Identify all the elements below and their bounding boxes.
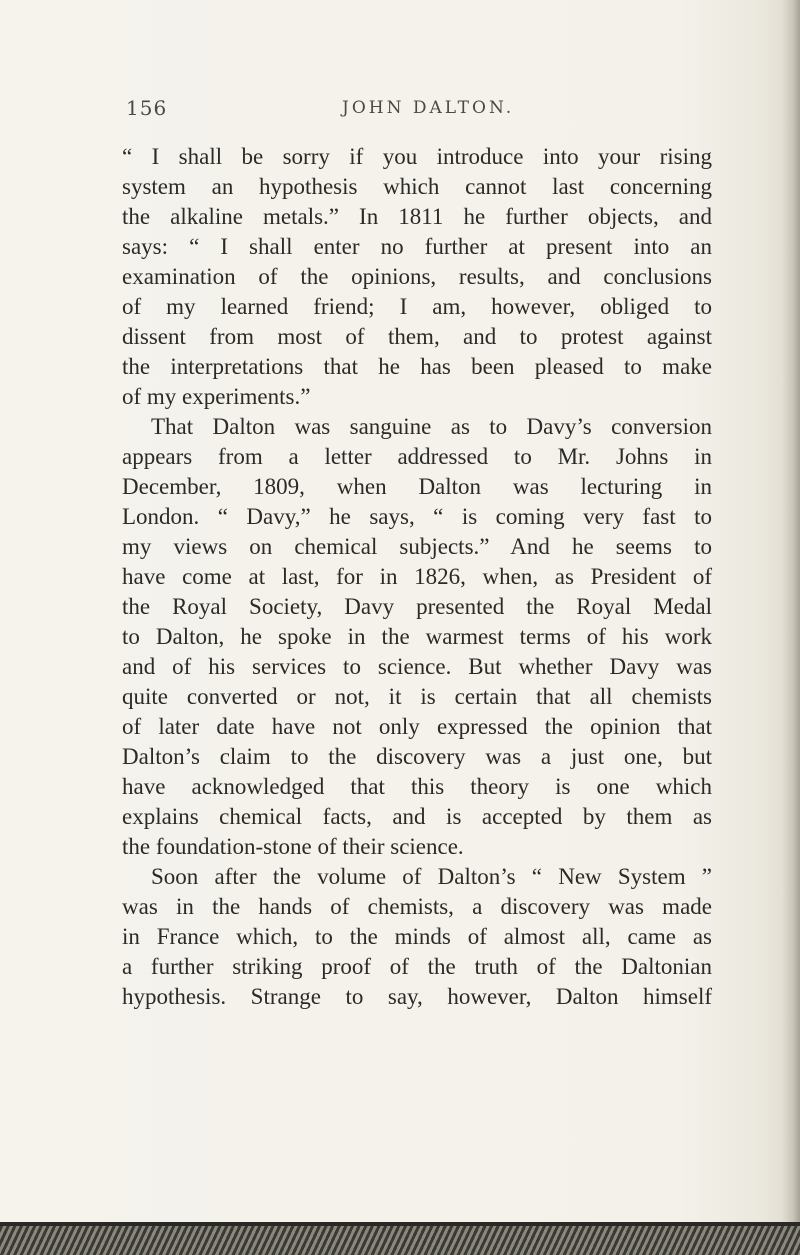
text-line: December, 1809, when Dalton was lecturing in bbox=[122, 474, 712, 499]
text-line: system an hypothesis which cannot last concerning bbox=[122, 174, 712, 199]
text-line: the Royal Society, Davy presented the Royal Medal bbox=[122, 594, 712, 619]
text-line: the interpretations that he has been pleased to make bbox=[122, 354, 712, 379]
text-line: the foundation-stone of their science. bbox=[122, 834, 464, 859]
text-line: appears from a letter addressed to Mr. Johns in bbox=[122, 444, 712, 469]
text-line: That Dalton was sanguine as to Davy’s conversion bbox=[151, 414, 712, 439]
text-line: have acknowledged that this theory is one which bbox=[122, 774, 712, 799]
text-line: Dalton’s claim to the discovery was a just one, but bbox=[122, 744, 712, 769]
text-line: and of his services to science. But whether Davy was bbox=[122, 654, 712, 679]
text-line: hypothesis. Strange to say, however, Dalton himself bbox=[122, 984, 712, 1009]
text-line: explains chemical facts, and is accepted by them as bbox=[122, 804, 712, 829]
running-head: JOHN DALTON. bbox=[342, 98, 515, 118]
text-line: my views on chemical subjects.” And he seems to bbox=[122, 534, 712, 559]
text-line: Soon after the volume of Dalton’s “ New System ” bbox=[151, 864, 712, 889]
page-number: 156 bbox=[126, 96, 168, 120]
page-edge-shadow bbox=[782, 0, 800, 1255]
text-line: examination of the opinions, results, and conclusions bbox=[122, 264, 712, 289]
text-line: quite converted or not, it is certain that all chemists bbox=[122, 684, 712, 709]
text-line: a further striking proof of the truth of the Daltonian bbox=[122, 954, 712, 979]
text-line: was in the hands of chemists, a discovery was made bbox=[122, 894, 712, 919]
text-line: dissent from most of them, and to protest against bbox=[122, 324, 712, 349]
text-line: London. “ Davy,” he says, “ is coming very fast to bbox=[122, 504, 712, 529]
text-line: “ I shall be sorry if you introduce into your rising bbox=[122, 144, 712, 169]
text-line: to Dalton, he spoke in the warmest terms of his work bbox=[122, 624, 712, 649]
text-line: of later date have not only expressed the opinion that bbox=[122, 714, 712, 739]
text-line: have come at last, for in 1826, when, as President of bbox=[122, 564, 712, 589]
text-line: says: “ I shall enter no further at present into an bbox=[122, 234, 712, 259]
text-line: of my learned friend; I am, however, obliged to bbox=[122, 294, 712, 319]
text-line: the alkaline metals.” In 1811 he further objects, and bbox=[122, 204, 712, 229]
scan-bottom-edge bbox=[0, 1226, 800, 1255]
body-text bbox=[122, 142, 712, 1012]
text-line: of my experiments.” bbox=[122, 384, 311, 409]
text-line: in France which, to the minds of almost all, came as bbox=[122, 924, 712, 949]
